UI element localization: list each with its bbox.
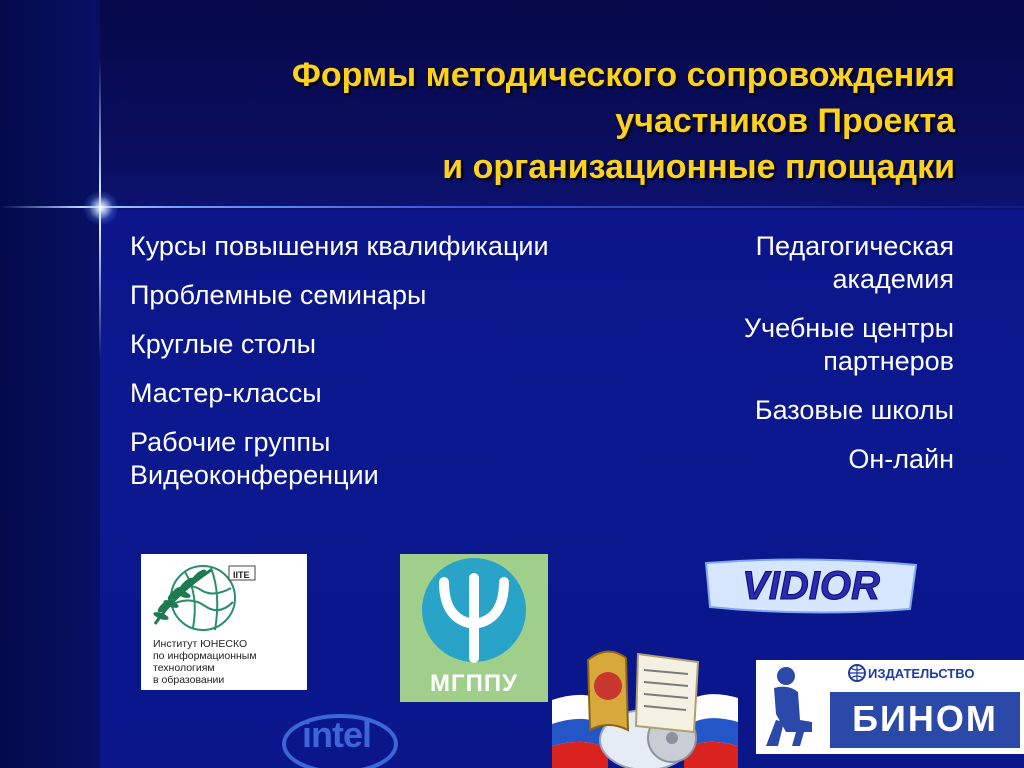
unesco-line-1: Институт ЮНЕСКО <box>153 638 248 650</box>
right-item-base-schools: Базовые школы <box>754 395 954 425</box>
left-item-seminars: Проблемные семинары <box>130 280 427 310</box>
unesco-line-3: технологиям <box>153 662 215 674</box>
left-item-working-groups: Рабочие группы <box>130 427 331 457</box>
right-item-centers: Учебные центры партнеров <box>743 313 954 376</box>
mgppu-label: МГППУ <box>429 670 519 697</box>
right-item-academy: Педагогическая академия <box>755 231 954 294</box>
unesco-iite-logo <box>141 554 307 690</box>
unesco-line-4: в образовании <box>153 674 225 686</box>
left-item-round-tables: Круглые столы <box>130 329 317 359</box>
binom-logo <box>756 660 1024 754</box>
vidior-wordmark-icon <box>700 555 922 617</box>
title-line-2: участников Проекта <box>615 102 955 140</box>
globe-icon <box>848 664 866 682</box>
vidior-logo <box>700 555 922 617</box>
title-line-3: и организационные площадки <box>442 148 955 186</box>
unesco-line-2: по информационным <box>153 650 257 662</box>
russian-emblem-logo <box>548 640 742 768</box>
left-item-master-classes: Мастер-классы <box>130 378 322 408</box>
unesco-caption <box>153 638 303 686</box>
reader-silhouette-icon <box>756 660 830 754</box>
left-list <box>130 230 550 508</box>
binom-name-box <box>830 692 1020 748</box>
intel-wordmark: intel <box>302 714 372 755</box>
left-band <box>0 0 100 768</box>
psi-icon <box>400 554 548 670</box>
left-item-videoconferences: Видеоконференции <box>130 460 379 490</box>
flag-eagle-book-icon <box>548 640 742 768</box>
slide-title <box>110 52 955 190</box>
mgppu-logo <box>400 554 548 702</box>
left-item-courses: Курсы повышения квалификации <box>130 231 549 261</box>
horizontal-light-line <box>0 206 1024 208</box>
vidior-text: VIDIOR <box>742 564 880 608</box>
light-flare <box>84 191 118 225</box>
globe-branch-icon <box>141 554 307 644</box>
right-list <box>640 230 954 492</box>
binom-publisher-label: ИЗДАТЕЛЬСТВО <box>868 666 975 681</box>
intel-logo <box>280 704 400 768</box>
right-item-online: Он-лайн <box>848 444 954 474</box>
binom-name: БИНОМ <box>852 698 998 739</box>
title-line-1: Формы методического сопровождения <box>291 56 955 94</box>
iite-badge: IITE <box>233 570 250 580</box>
